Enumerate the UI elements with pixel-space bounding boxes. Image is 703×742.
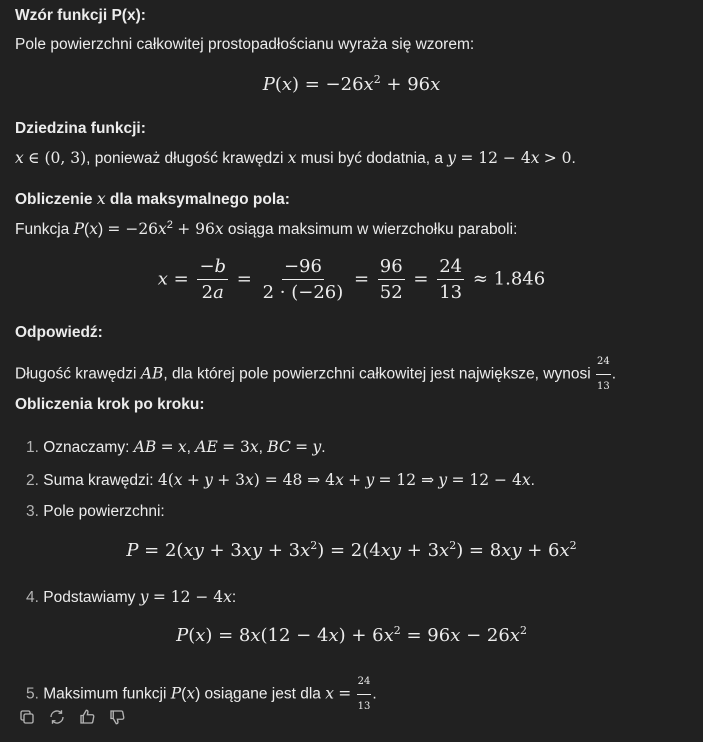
formula-heading: Wzór funkcji P(x): bbox=[15, 7, 146, 24]
thumbs-up-icon bbox=[78, 708, 96, 726]
step-5: 5. Maksimum funkcji P(x) osiągane jest dla x = $\frac{24}{13}$ . bbox=[26, 670, 688, 719]
regenerate-button[interactable] bbox=[46, 706, 68, 728]
step-4-equation: $P(x) = 8x(12 - 4x) + 6x^2 = 96x - 26x^2$ bbox=[176, 624, 527, 646]
step-2: 2. Suma krawędzi: 4(x + y + 3x) = 48 ⇒ 4x + y = 12 ⇒ y = 12 − 4x. bbox=[26, 471, 535, 489]
message-actions bbox=[16, 706, 128, 728]
domain-text: x ∈ (0, 3), ponieważ długość krawędzi x musi być dodatnia, a y = 12 − 4x > 0. bbox=[15, 149, 576, 167]
step-4: 4. Podstawiamy y = 12 − 4x: bbox=[26, 588, 237, 606]
thumbs-down-button[interactable] bbox=[106, 706, 128, 728]
thumbs-up-button[interactable] bbox=[76, 706, 98, 728]
max-text: Funkcja $P(x) = -26x^2 + 96x$ osiąga maksimum w wierzchołku paraboli: bbox=[15, 218, 518, 238]
answer-heading: Odpowiedź: bbox=[15, 324, 103, 341]
max-heading: Obliczenie x dla maksymalnego pola: bbox=[15, 190, 290, 208]
vertex-equation: x = $\frac{-b}{2a}$ = $\frac{-96}{2 \cdot (-26)}$ = $\frac{96}{52}$ = $\frac{24}{13}$ ≈ 1.846 bbox=[157, 256, 546, 303]
formula-text: Pole powierzchni całkowitej prostopadłościanu wyraża się wzorem: bbox=[15, 36, 475, 53]
formula-equation: $P(x) = -26x^2 + 96x$ bbox=[262, 73, 441, 95]
step-3-equation: $P = 2(xy + 3xy + 3x^2) = 2(4xy + 3x^2) = 8xy + 6x^2$ bbox=[126, 539, 577, 561]
steps-heading: Obliczenia krok po kroku: bbox=[15, 396, 205, 413]
copy-icon bbox=[18, 708, 36, 726]
step-3: 3. Pole powierzchni: bbox=[26, 503, 165, 520]
step-1: 1. Oznaczamy: AB = x, AE = 3x, BC = y. bbox=[26, 438, 326, 456]
answer-text: Długość krawędzi AB, dla której pole powierzchni całkowitej jest największe, wynosi $\frac{24}{13}$ . bbox=[15, 350, 688, 399]
regenerate-icon bbox=[48, 708, 66, 726]
thumbs-down-icon bbox=[108, 708, 126, 726]
copy-button[interactable] bbox=[16, 706, 38, 728]
domain-heading: Dziedzina funkcji: bbox=[15, 120, 146, 137]
